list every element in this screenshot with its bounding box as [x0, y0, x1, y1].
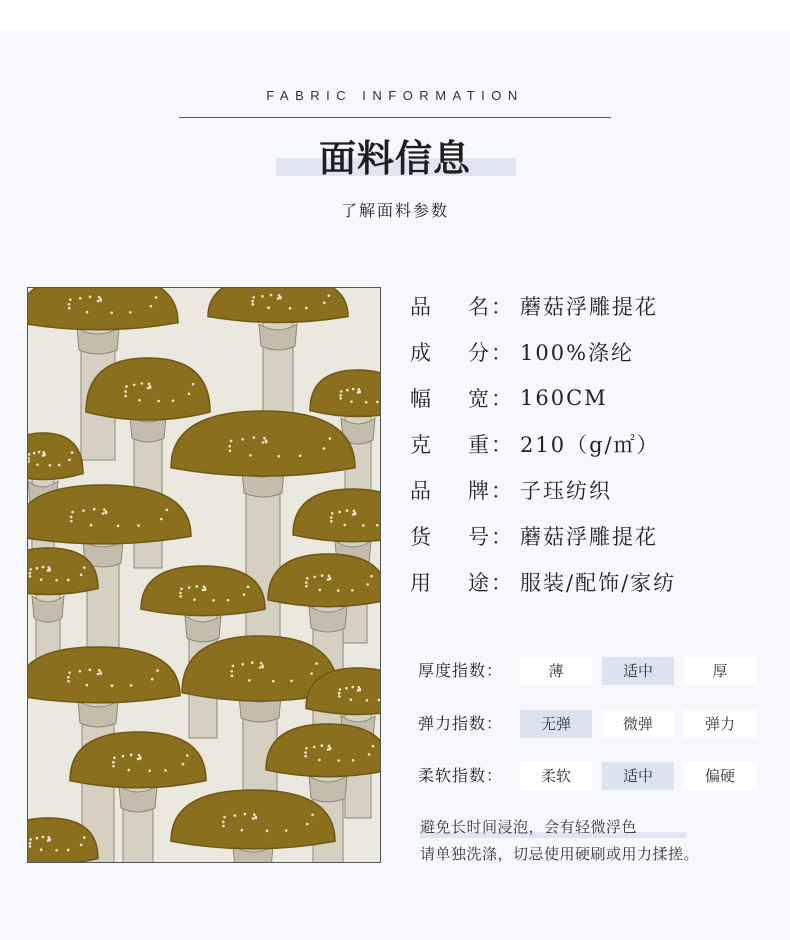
spec-label-a: 货	[410, 525, 433, 549]
rating-option-slight-stretch: 微弹	[602, 710, 674, 738]
spec-label-b: 途：	[468, 571, 514, 595]
spec-label-a: 品	[410, 479, 433, 503]
care-note-line1: 避免长时间浸泡，会有轻微浮色	[420, 818, 638, 836]
rating-option-thin: 薄	[520, 657, 592, 685]
section-subtitle: 了解面料参数	[340, 201, 449, 220]
rating-option-stretch: 弹力	[684, 710, 756, 738]
rating-option-thick: 厚	[684, 657, 756, 685]
spec-label-a: 成	[410, 341, 433, 365]
top-band	[0, 0, 790, 30]
spec-value: 蘑菇浮雕提花	[520, 525, 658, 549]
spec-value: 210（g/㎡）	[520, 433, 660, 457]
spec-label-a: 用	[410, 571, 433, 595]
spec-row-width	[410, 375, 676, 421]
spec-label-b: 名：	[468, 295, 514, 319]
rating-option-soft: 柔软	[520, 762, 592, 790]
care-note-line2: 请单独洗涤，切忌使用硬刷或用力揉搓。	[420, 845, 700, 863]
spec-label-b: 牌：	[468, 479, 514, 503]
spec-value: 服装/配饰/家纺	[520, 571, 677, 595]
spec-label-a: 品	[410, 295, 433, 319]
rating-option-stiff: 偏硬	[684, 762, 756, 790]
section-title-en: FABRIC INFORMATION	[266, 88, 524, 103]
spec-list	[410, 283, 676, 605]
spec-label-b: 宽：	[468, 387, 514, 411]
rating-option-medium: 适中	[602, 657, 674, 685]
rating-option-no-stretch: 无弹	[520, 710, 592, 738]
mushroom-pattern	[28, 288, 380, 862]
spec-label-b: 分：	[468, 341, 514, 365]
spec-row-composition	[410, 329, 676, 375]
spec-row-usage	[410, 559, 676, 605]
spec-row-name	[410, 283, 676, 329]
spec-row-brand	[410, 467, 676, 513]
spec-label-b: 号：	[468, 525, 514, 549]
spec-row-item-number	[410, 513, 676, 559]
spec-value: 100%涤纶	[520, 341, 635, 365]
rating-label: 弹力指数：	[418, 714, 504, 733]
rating-label: 柔软指数：	[418, 766, 504, 785]
spec-label-b: 重：	[468, 433, 514, 457]
spec-row-weight	[410, 421, 676, 467]
spec-value: 子珏纺织	[520, 479, 612, 503]
section-title: 面料信息	[319, 137, 471, 180]
spec-label-a: 克	[410, 433, 433, 457]
title-divider	[179, 117, 611, 118]
rating-label: 厚度指数：	[418, 661, 504, 680]
spec-label-a: 幅	[410, 387, 433, 411]
spec-value: 160CM	[520, 386, 608, 410]
fabric-photo	[27, 287, 381, 863]
rating-option-medium: 适中	[602, 762, 674, 790]
spec-value: 蘑菇浮雕提花	[520, 295, 658, 319]
